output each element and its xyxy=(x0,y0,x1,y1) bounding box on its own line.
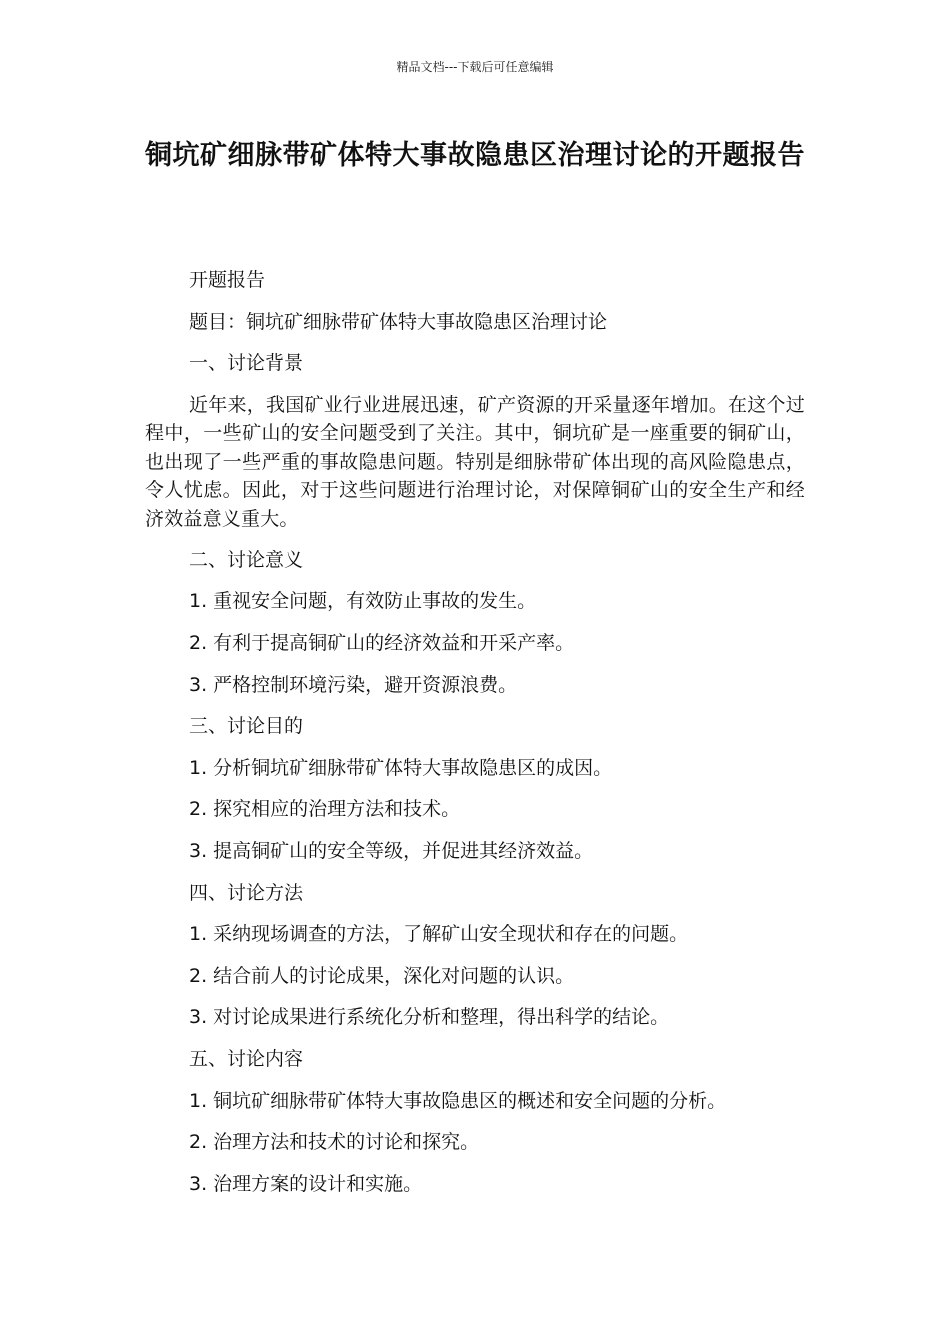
header-note: 精品文档---下载后可任意编辑 xyxy=(396,60,554,74)
content-item: 2. 治理方法和技术的讨论和探究。 xyxy=(189,1131,480,1154)
content-item: 3. 治理方案的设计和实施。 xyxy=(189,1172,423,1195)
document-body xyxy=(145,266,805,1211)
document-title: 铜坑矿细脉带矿体特大事故隐患区治理讨论的开题报告 xyxy=(145,140,805,171)
method-item: 1. 采纳现场调查的方法，了解矿山安全现状和存在的问题。 xyxy=(189,923,689,946)
report-label: 开题报告 xyxy=(189,269,266,291)
purpose-item: 2. 探究相应的治理方法和技术。 xyxy=(189,798,461,821)
significance-item: 2. 有利于提高铜矿山的经济效益和开采产率。 xyxy=(189,632,575,655)
significance-item: 3. 严格控制环境污染，避开资源浪费。 xyxy=(189,673,518,696)
method-item: 2. 结合前人的讨论成果，深化对问题的认识。 xyxy=(189,964,575,987)
purpose-item: 1. 分析铜坑矿细脉带矿体特大事故隐患区的成因。 xyxy=(189,756,613,779)
report-topic: 题目：铜坑矿细脉带矿体特大事故隐患区治理讨论 xyxy=(189,310,608,333)
significance-item: 1. 重视安全问题，有效防止事故的发生。 xyxy=(189,590,537,613)
section-heading-significance: 二、讨论意义 xyxy=(189,548,304,571)
section-heading-content: 五、讨论内容 xyxy=(189,1048,304,1070)
content-item: 1. 铜坑矿细脉带矿体特大事故隐患区的概述和安全问题的分析。 xyxy=(189,1089,727,1112)
purpose-item: 3. 提高铜矿山的安全等级，并促进其经济效益。 xyxy=(189,840,594,863)
section-heading-purpose: 三、讨论目的 xyxy=(189,715,304,738)
method-item: 3. 对讨论成果进行系统化分析和整理，得出科学的结论。 xyxy=(189,1006,670,1029)
background-paragraph: 近年来，我国矿业行业进展迅速，矿产资源的开采量逐年增加。在这个过程中，一些矿山的安全问题受到了关注。其中，铜坑矿是一座重要的铜矿山，也出现了一些严重的事故隐患问题。特别是细脉带矿体出现的高风险隐患点，令人忧虑。因此，对于这些问题进行治理讨论，对保障铜矿山的安全生产和经济效益意义重大。 xyxy=(145,393,805,530)
section-heading-method: 四、讨论方法 xyxy=(189,881,304,904)
section-heading-background: 一、讨论背景 xyxy=(189,352,304,375)
